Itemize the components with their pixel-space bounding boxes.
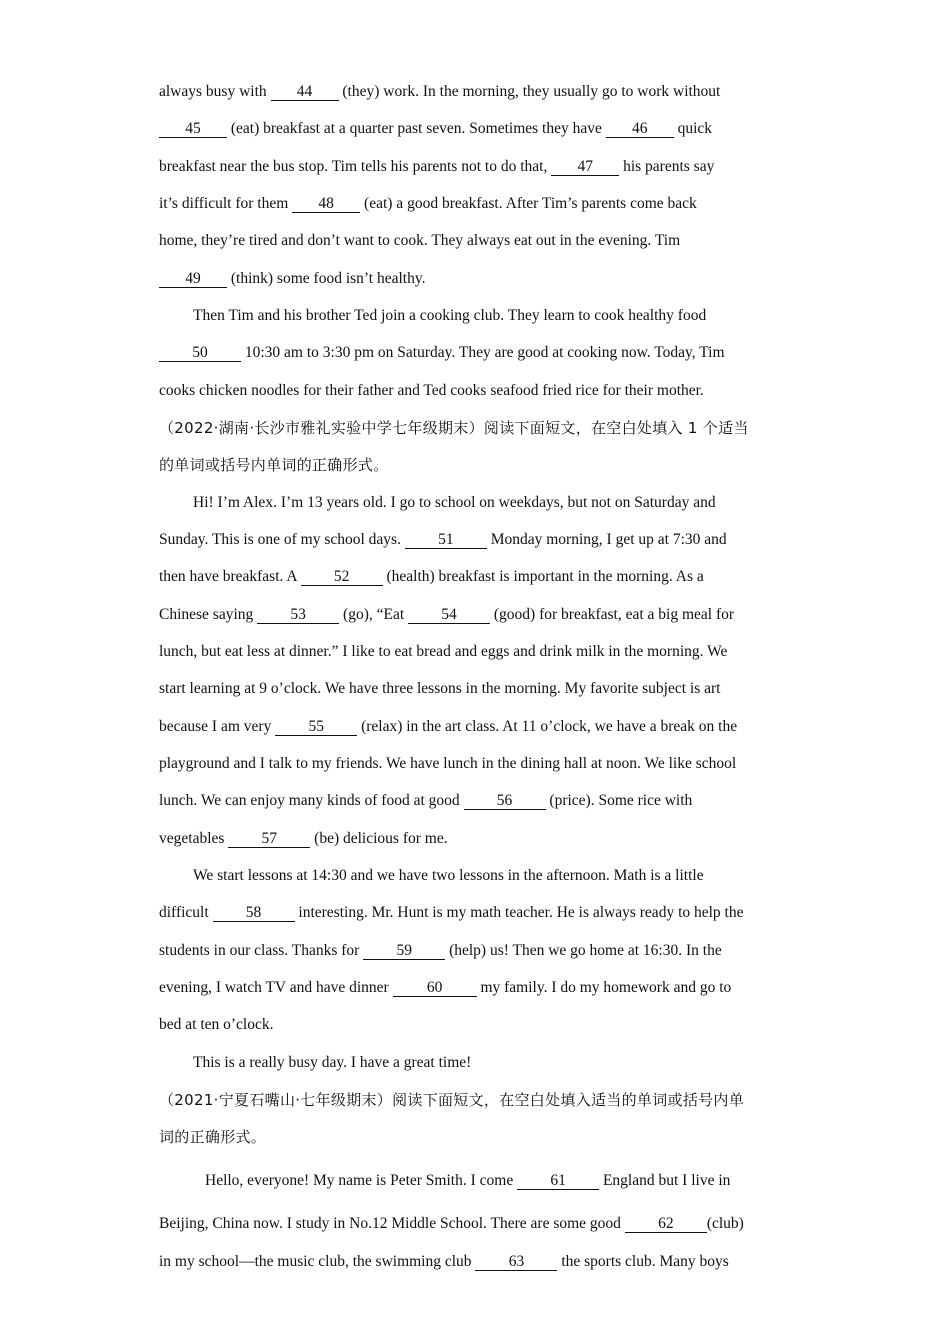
text-line <box>159 717 737 737</box>
text: quick <box>673 120 713 137</box>
text-line: start learning at 9 o’clock. We have three lessons in the morning. My favorite subject is art <box>159 680 721 697</box>
blank-54[interactable]: 54 <box>408 606 490 624</box>
blank-44[interactable]: 44 <box>271 83 339 101</box>
text: Chinese saying <box>159 606 258 623</box>
question-instruction: 的单词或括号内单词的正确形式。 <box>159 456 389 474</box>
text: (be) delicious for me. <box>310 830 448 847</box>
blank-58[interactable]: 58 <box>213 904 295 922</box>
blank-48[interactable]: 48 <box>292 195 360 213</box>
text: my family. I do my homework and go to <box>476 979 732 996</box>
blank-51[interactable]: 51 <box>405 531 487 549</box>
text-line: cooks chicken noodles for their father and Ted cooks seafood fried rice for their mother. <box>159 382 704 399</box>
text-line <box>159 530 727 550</box>
text-line <box>159 567 704 587</box>
text: Beijing, China now. I study in No.12 Middle School. There are some good <box>159 1215 625 1232</box>
text: evening, I watch TV and have dinner <box>159 979 393 996</box>
blank-45[interactable]: 45 <box>159 120 227 138</box>
text-line: bed at ten o’clock. <box>159 1016 274 1033</box>
text: Sunday. This is one of my school days. <box>159 531 405 548</box>
text: (help) us! Then we go home at 16:30. In the <box>445 942 722 959</box>
blank-53[interactable]: 53 <box>257 606 339 624</box>
text: (health) breakfast is important in the morning. As a <box>382 568 704 585</box>
text-line: playground and I talk to my friends. We have lunch in the dining hall at noon. We like school <box>159 755 737 772</box>
text: then have breakfast. A <box>159 568 301 585</box>
text-line <box>159 791 692 811</box>
text: lunch. We can enjoy many kinds of food at good <box>159 792 464 809</box>
text-line: home, they’re tired and don’t want to cook. They always eat out in the evening. Tim <box>159 232 681 249</box>
text: (relax) in the art class. At 11 o’clock, we have a break on the <box>357 718 738 735</box>
blank-50[interactable]: 50 <box>159 344 241 362</box>
text-line: We start lessons at 14:30 and we have two lessons in the afternoon. Math is a little <box>193 867 704 884</box>
text: (they) work. In the morning, they usually go to work without <box>338 83 721 100</box>
text-line: Hi! I’m Alex. I’m 13 years old. I go to school on weekdays, but not on Saturday and <box>193 494 716 511</box>
blank-52[interactable]: 52 <box>301 568 383 586</box>
question-source: （2021·宁夏石嘴山·七年级期末）阅读下面短文，在空白处填入适当的单词或括号内单 <box>159 1091 745 1109</box>
text-line <box>159 605 734 625</box>
text: (eat) breakfast at a quarter past seven. Sometimes they have <box>227 120 606 137</box>
text-line <box>159 119 712 139</box>
question-source: （2022·湖南·长沙市雅礼实验中学七年级期末）阅读下面短文，在空白处填入 1 个适当 <box>159 419 749 437</box>
blank-61[interactable]: 61 <box>517 1172 599 1190</box>
text: (go), “Eat <box>339 606 409 623</box>
text-line <box>159 194 697 214</box>
text: Hello, everyone! My name is Peter Smith. I come <box>205 1172 518 1189</box>
text: students in our class. Thanks for <box>159 942 364 959</box>
blank-55[interactable]: 55 <box>275 718 357 736</box>
text: it’s difficult for them <box>159 195 293 212</box>
text-line <box>159 829 448 849</box>
text-line <box>159 903 744 923</box>
text: the sports club. Many boys <box>557 1253 729 1270</box>
blank-49[interactable]: 49 <box>159 270 227 288</box>
text: (think) some food isn’t healthy. <box>227 270 426 287</box>
text: always busy with <box>159 83 271 100</box>
text: (price). Some rice with <box>545 792 693 809</box>
blank-57[interactable]: 57 <box>228 830 310 848</box>
text: his parents say <box>619 158 715 175</box>
text: in my school—the music club, the swimming club <box>159 1253 476 1270</box>
text-line <box>159 978 731 998</box>
blank-59[interactable]: 59 <box>363 942 445 960</box>
text-line <box>159 1214 744 1234</box>
text: breakfast near the bus stop. Tim tells his parents not to do that, <box>159 158 552 175</box>
blank-63[interactable]: 63 <box>475 1253 557 1271</box>
text-line <box>159 343 725 363</box>
text-line <box>159 941 722 961</box>
blank-62[interactable]: 62 <box>625 1215 707 1233</box>
text: (good) for breakfast, eat a big meal for <box>490 606 735 623</box>
text-line <box>205 1171 730 1191</box>
text: interesting. Mr. Hunt is my math teacher. He is always ready to help the <box>294 904 744 921</box>
text: 10:30 am to 3:30 pm on Saturday. They are good at cooking now. Today, Tim <box>241 344 725 361</box>
text-line: Then Tim and his brother Ted join a cooking club. They learn to cook healthy food <box>193 307 707 324</box>
text-line <box>159 269 425 289</box>
question-instruction: 词的正确形式。 <box>159 1128 267 1146</box>
text: England but I live in <box>599 1172 731 1189</box>
blank-46[interactable]: 46 <box>606 120 674 138</box>
text-line <box>159 157 714 177</box>
text-line: This is a really busy day. I have a great time! <box>193 1054 472 1071</box>
text: because I am very <box>159 718 276 735</box>
text-line <box>159 1252 729 1272</box>
text: vegetables <box>159 830 229 847</box>
text: (eat) a good breakfast. After Tim’s parents come back <box>360 195 697 212</box>
text-line: lunch, but eat less at dinner.” I like to eat bread and eggs and drink milk in the morning. We <box>159 643 728 660</box>
blank-60[interactable]: 60 <box>393 979 477 997</box>
text-line <box>159 82 720 102</box>
blank-56[interactable]: 56 <box>464 792 546 810</box>
text: difficult <box>159 904 213 921</box>
blank-47[interactable]: 47 <box>551 158 619 176</box>
text: (club) <box>706 1215 744 1232</box>
text: Monday morning, I get up at 7:30 and <box>486 531 727 548</box>
